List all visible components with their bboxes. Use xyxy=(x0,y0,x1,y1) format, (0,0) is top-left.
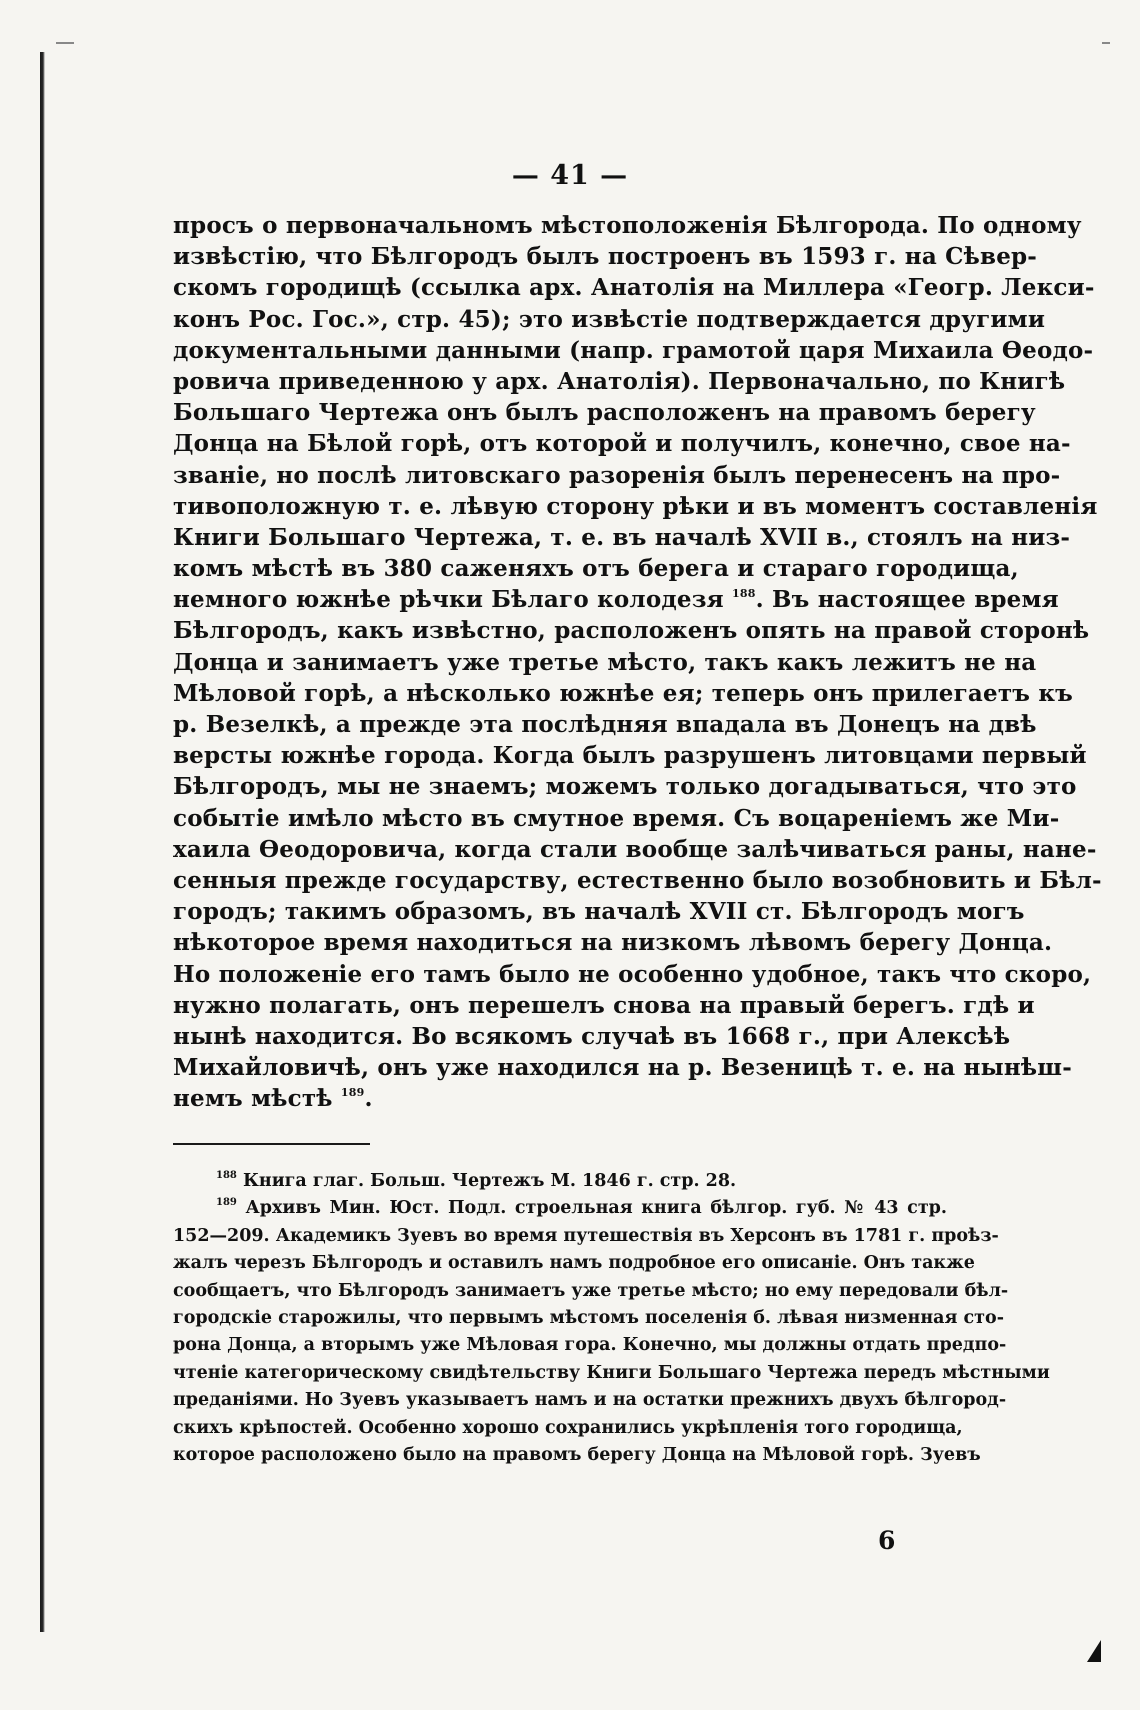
footnote-189 xyxy=(173,1195,947,1222)
corner-triangle-mark xyxy=(1087,1640,1101,1662)
text-line: комъ мѣстѣ въ 380 саженяхъ отъ берега и стараго городища, xyxy=(173,555,1019,583)
text-line-with-ref xyxy=(173,584,1059,615)
text-line: событіе имѣло мѣсто въ смутное время. Съ воцареніемъ же Ми- xyxy=(173,804,1060,832)
text-fragment: . Въ настоящее время xyxy=(755,586,1059,614)
footnote-marker: 189 xyxy=(216,1197,237,1209)
footnote-line: скихъ крѣпостей. Особенно хорошо сохранились укрѣпленія того городища, xyxy=(173,1417,963,1438)
text-line: Большаго Чертежа онъ былъ расположенъ на правомъ берегу xyxy=(173,399,1036,427)
footnote-line: сообщаетъ, что Бѣлгородъ занимаетъ уже третье мѣсто; но ему передовали бѣл- xyxy=(173,1280,1009,1301)
text-line: Донца на Бѣлой горѣ, отъ которой и получилъ, конечно, свое на- xyxy=(173,430,1071,458)
footnote-line: городскіе старожилы, что первымъ мѣстомъ поселенія б. лѣвая низменная сто- xyxy=(173,1307,1004,1328)
footnote-188 xyxy=(173,1168,947,1195)
text-line: извѣстію, что Бѣлгородъ былъ построенъ въ 1593 г. на Сѣвер- xyxy=(173,243,1038,271)
text-line: Донца и занимаетъ уже третье мѣсто, такъ какъ лежитъ не на xyxy=(173,648,1037,676)
footnote-line: которое расположено было на правомъ берегу Донца на Мѣловой горѣ. Зуевъ xyxy=(173,1444,981,1465)
scan-mark xyxy=(1102,42,1110,44)
text-line: Но положеніе его тамъ было не особенно удобное, такъ что скоро, xyxy=(173,960,1092,988)
text-line: тивоположную т. е. лѣвую сторону рѣки и въ моментъ составленія xyxy=(173,492,1098,520)
footnote-line: жалъ черезъ Бѣлгородъ и оставилъ намъ подробное его описаніе. Онъ также xyxy=(173,1253,975,1274)
text-line: р. Везелкѣ, а прежде эта послѣдняя впадала въ Донецъ на двѣ xyxy=(173,711,1037,738)
text-line: скомъ городищѣ (ссылка арх. Анатолія на Миллера «Геогр. Лекси- xyxy=(173,274,1095,302)
text-line: Михайловичѣ, онъ уже находился на р. Везеницѣ т. е. на нынѣш- xyxy=(173,1054,1072,1082)
text-line: нынѣ находится. Во всякомъ случаѣ въ 1668 г., при Алексѣѣ xyxy=(173,1022,1011,1050)
text-fragment: немъ мѣстѣ xyxy=(173,1085,333,1113)
footnote-separator xyxy=(173,1143,370,1145)
text-line-last: немъ мѣстѣ $^{189}$. xyxy=(173,1085,373,1113)
signature-mark: 6 xyxy=(878,1526,896,1555)
text-line: Бѣлгородъ, мы не знаемъ; можемъ только догадываться, что это xyxy=(173,773,1077,801)
footnote-text: Архивъ Мин. Юст. Подл. строельная книга бѣлгор. губ. № 43 стр. xyxy=(245,1198,947,1219)
text-line: версты южнѣе города. Когда былъ разрушенъ литовцами первый xyxy=(173,742,1087,770)
footnote-marker: 188 xyxy=(216,1170,237,1181)
footnote-line: чтеніе категорическому свидѣтельству Книги Большаго Чертежа передъ мѣстными xyxy=(173,1362,1050,1383)
text-line: званіе, но послѣ литовскаго разоренія былъ перенесенъ на про- xyxy=(173,461,1061,489)
text-line: нужно полагать, онъ перешелъ снова на правый берегъ. гдѣ и xyxy=(173,991,1035,1019)
text-line: городъ; такимъ образомъ, въ началѣ XVII ст. Бѣлгородъ могъ xyxy=(173,898,1025,926)
footnote-text: Книга глаг. Больш. Чертежъ М. 1846 г. стр. 28. xyxy=(242,1171,737,1191)
text-line: документальными данными (напр. грамотой царя Михаила Өеодо- xyxy=(173,336,1094,364)
footnote-ref-188: 188 xyxy=(732,587,756,601)
text-line: Бѣлгородъ, какъ извѣстно, расположенъ опять на правой сторонѣ xyxy=(173,617,1090,645)
text-line: сенныя прежде государству, естественно было возобновить и Бѣл- xyxy=(173,866,1102,894)
footnote-line: 152—209. Академикъ Зуевъ во время путешествія въ Херсонъ въ 1781 г. проѣз- xyxy=(173,1225,999,1246)
text-line: конъ Рос. Гос.», стр. 45); это извѣстіе подтверждается другими xyxy=(173,305,1046,333)
text-line: Книги Большаго Чертежа, т. е. въ началѣ XVII в., стоялъ на низ- xyxy=(173,523,1071,551)
footnote-ref-189: 189 xyxy=(340,1086,365,1100)
main-text xyxy=(173,210,1102,1114)
text-line: Мѣловой горѣ, а нѣсколько южнѣе ея; теперь онъ прилегаетъ къ xyxy=(173,679,1074,707)
page-number: — 41 — xyxy=(511,160,629,191)
footnote-line: преданіями. Но Зуевъ указываетъ намъ и на остатки прежнихъ двухъ бѣлгород- xyxy=(173,1390,1007,1411)
text-fragment: немного южнѣе рѣчки Бѣлаго колодезя xyxy=(173,586,724,614)
text-line: нѣкоторое время находиться на низкомъ лѣвомъ берегу Донца. xyxy=(173,929,1053,957)
footnote-line: рона Донца, а вторымъ уже Мѣловая гора. Конечно, мы должны отдать предпо- xyxy=(173,1335,1007,1356)
footnotes xyxy=(173,1168,1050,1469)
text-line: просъ о первоначальномъ мѣстоположенія Бѣлгорода. По одному xyxy=(173,212,1082,239)
text-line: ровича приведенною у арх. Анатолія). Первоначально, по Книгѣ xyxy=(173,367,1066,395)
scan-mark xyxy=(56,42,74,44)
scan-binding-edge xyxy=(40,52,45,1632)
text-line: хаила Өеодоровича, когда стали вообще залѣчиваться раны, нане- xyxy=(173,835,1097,863)
